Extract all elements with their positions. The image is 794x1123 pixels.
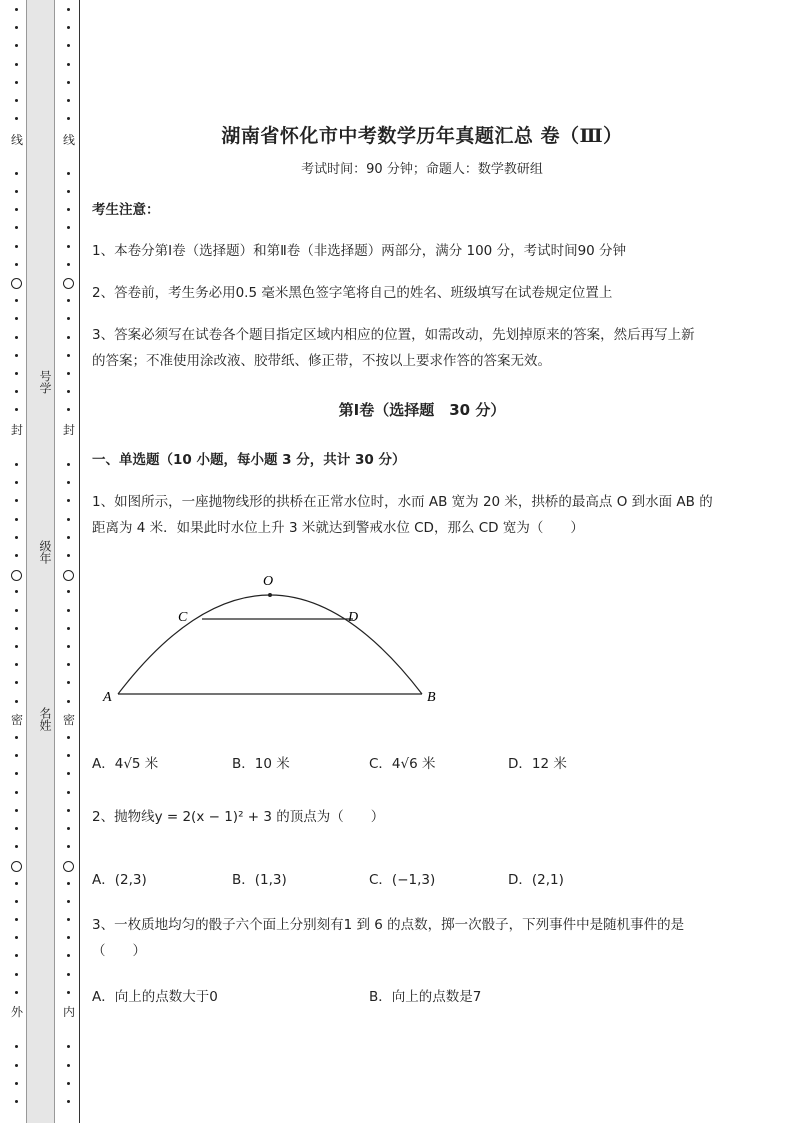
binding-dot [15, 554, 18, 557]
binding-dot [67, 900, 70, 903]
binding-dot [15, 918, 18, 921]
binding-dot [15, 463, 18, 466]
part-heading: 第Ⅰ卷（选择题 30 分） [338, 401, 506, 419]
binding-dot [67, 1045, 70, 1048]
name-field[interactable]: 名姓 [38, 707, 52, 731]
question-1-stem: 1、如图所示，一座抛物线形的拱桥在正常水位时，水而 AB 宽为 20 米，拱桥的最高点 O 到水面 AB 的 [92, 494, 713, 510]
binding-mark: 密 [62, 713, 75, 727]
binding-dot [15, 99, 18, 102]
binding-dot [67, 518, 70, 521]
binding-dot [67, 1064, 70, 1067]
binding-hole-icon [11, 278, 22, 289]
question-2-option-d[interactable]: D．(2,1) [508, 872, 564, 888]
binding-dot [15, 117, 18, 120]
question-2-option-b[interactable]: B．(1,3) [232, 872, 287, 888]
binding-dot [67, 681, 70, 684]
binding-dot [67, 1082, 70, 1085]
binding-dot [15, 1064, 18, 1067]
binding-hole-icon [11, 861, 22, 872]
binding-dot [67, 918, 70, 921]
binding-mark: 线 [62, 133, 75, 147]
binding-dot [15, 390, 18, 393]
question-2-stem: 2、抛物线y = 2(x − 1)² + 3 的顶点为（ ） [92, 809, 385, 825]
binding-dot [15, 226, 18, 229]
margin-divider [79, 0, 80, 1123]
student-info-strip [26, 0, 55, 1123]
parabola-arch [118, 595, 422, 694]
notice-item: 2、答卷前，考生务必用0.5 毫米黑色签字笔将自己的姓名、班级填写在试卷规定位置上 [92, 285, 613, 301]
binding-dot [15, 44, 18, 47]
section-heading: 一、单选题（10 小题，每小题 3 分，共计 30 分） [92, 452, 406, 468]
binding-dot [15, 936, 18, 939]
label-b: B [427, 690, 436, 705]
binding-dot [67, 390, 70, 393]
binding-dot [15, 63, 18, 66]
label-o: O [263, 574, 274, 589]
binding-dot [67, 372, 70, 375]
binding-hole-icon [63, 278, 74, 289]
question-1-stem-cont: 距离为 4 米．如果此时水位上升 3 米就达到警戒水位 CD，那么 CD 宽为（ ） [92, 520, 584, 536]
binding-dot [15, 645, 18, 648]
question-1-option-d[interactable]: D．12 米 [508, 756, 567, 772]
binding-dot [67, 63, 70, 66]
binding-dot [15, 354, 18, 357]
question-3-stem: 3、一枚质地均匀的骰子六个面上分别刻有1 到 6 的点数，掷一次骰子，下列事件中是随机事件的是 [92, 917, 685, 933]
binding-dot [15, 772, 18, 775]
binding-dotted-line-left [10, 0, 24, 1123]
binding-dot [15, 245, 18, 248]
grade-field[interactable]: 级年 [38, 540, 52, 564]
binding-dot [15, 336, 18, 339]
binding-mark: 外 [10, 1005, 23, 1019]
binding-dot [67, 99, 70, 102]
binding-dot [15, 263, 18, 266]
binding-hole-icon [11, 570, 22, 581]
label-c: C [178, 610, 188, 625]
binding-dot [67, 791, 70, 794]
binding-dot [67, 117, 70, 120]
student-number-field[interactable]: 号学 [38, 370, 52, 394]
binding-dot [15, 1045, 18, 1048]
binding-mark: 封 [62, 423, 75, 437]
binding-dot [15, 499, 18, 502]
binding-dot [67, 663, 70, 666]
question-1-option-b[interactable]: B．10 米 [232, 756, 290, 772]
binding-dot [15, 481, 18, 484]
binding-dot [67, 263, 70, 266]
notice-item: 1、本卷分第Ⅰ卷（选择题）和第Ⅱ卷（非选择题）两部分，满分 100 分，考试时间90 分钟 [92, 243, 627, 259]
binding-dot [15, 845, 18, 848]
binding-dot [67, 81, 70, 84]
binding-dot [15, 26, 18, 29]
binding-dot [67, 809, 70, 812]
binding-dot [15, 609, 18, 612]
binding-dot [67, 772, 70, 775]
label-d: D [348, 610, 359, 625]
binding-dot [67, 245, 70, 248]
binding-dot [15, 736, 18, 739]
binding-mark: 密 [10, 713, 23, 727]
binding-dot [67, 645, 70, 648]
binding-dot [15, 882, 18, 885]
binding-dot [15, 190, 18, 193]
label-a: A [103, 690, 112, 705]
binding-dot [15, 536, 18, 539]
binding-dot [67, 754, 70, 757]
binding-dot [67, 736, 70, 739]
binding-dot [67, 536, 70, 539]
binding-dot [15, 827, 18, 830]
binding-dot [67, 208, 70, 211]
binding-dot [15, 900, 18, 903]
binding-dot [67, 499, 70, 502]
notice-item: 的答案；不准使用涂改液、胶带纸、修正带，不按以上要求作答的答案无效。 [92, 353, 551, 369]
binding-dot [15, 973, 18, 976]
binding-dot [67, 317, 70, 320]
binding-mark: 封 [10, 423, 23, 437]
binding-mark: 内 [62, 1005, 75, 1019]
binding-dot [67, 936, 70, 939]
binding-dot [67, 627, 70, 630]
binding-dot [67, 190, 70, 193]
binding-dot [67, 991, 70, 994]
binding-mark: 线 [10, 133, 23, 147]
binding-dot [67, 463, 70, 466]
binding-dot [67, 700, 70, 703]
binding-dot [67, 845, 70, 848]
binding-dot [15, 299, 18, 302]
binding-dot [67, 882, 70, 885]
page-title: 湖南省怀化市中考数学历年真题汇总 卷（Ⅲ） [221, 125, 623, 147]
binding-dot [15, 681, 18, 684]
binding-dot [15, 809, 18, 812]
question-1-option-c[interactable]: C．4√6 米 [369, 756, 436, 772]
question-2-option-a[interactable]: A．(2,3) [92, 872, 147, 888]
binding-dot [15, 700, 18, 703]
binding-dot [15, 791, 18, 794]
binding-dot [67, 554, 70, 557]
question-3-stem-cont: （ ） [92, 943, 146, 959]
binding-dot [67, 226, 70, 229]
parabola-bridge-figure [102, 570, 452, 710]
binding-dot [67, 954, 70, 957]
binding-dot [67, 408, 70, 411]
binding-dot [15, 954, 18, 957]
binding-dot [67, 609, 70, 612]
notice-item: 3、答案必须写在试卷各个题目指定区域内相应的位置，如需改动，先划掉原来的答案，然后再写上新 [92, 327, 695, 343]
binding-dot [15, 518, 18, 521]
vertex-o-point [268, 593, 272, 597]
binding-hole-icon [63, 861, 74, 872]
notice-heading: 考生注意： [92, 202, 160, 218]
binding-dotted-line-right [62, 0, 76, 1123]
binding-dot [15, 590, 18, 593]
binding-dot [15, 372, 18, 375]
binding-dot [15, 991, 18, 994]
binding-dot [15, 408, 18, 411]
binding-dot [15, 8, 18, 11]
binding-dot [67, 590, 70, 593]
binding-dot [15, 317, 18, 320]
binding-dot [67, 973, 70, 976]
binding-dot [15, 1082, 18, 1085]
binding-dot [67, 827, 70, 830]
binding-dot [15, 81, 18, 84]
binding-dot [15, 1100, 18, 1103]
question-2-option-c[interactable]: C．(−1,3) [369, 872, 436, 888]
binding-dot [67, 336, 70, 339]
exam-info: 考试时间：90 分钟；命题人：数学教研组 [301, 162, 543, 177]
binding-dot [15, 754, 18, 757]
question-1-option-a[interactable]: A．4√5 米 [92, 756, 159, 772]
binding-dot [67, 8, 70, 11]
binding-dot [67, 299, 70, 302]
binding-dot [67, 481, 70, 484]
binding-dot [67, 44, 70, 47]
binding-dot [15, 627, 18, 630]
binding-dot [15, 172, 18, 175]
binding-dot [67, 26, 70, 29]
binding-dot [67, 354, 70, 357]
binding-hole-icon [63, 570, 74, 581]
binding-dot [67, 172, 70, 175]
binding-dot [15, 663, 18, 666]
question-3-option-b[interactable]: B．向上的点数是7 [369, 989, 482, 1005]
binding-dot [67, 1100, 70, 1103]
binding-dot [15, 208, 18, 211]
question-3-option-a[interactable]: A．向上的点数大于0 [92, 989, 218, 1005]
